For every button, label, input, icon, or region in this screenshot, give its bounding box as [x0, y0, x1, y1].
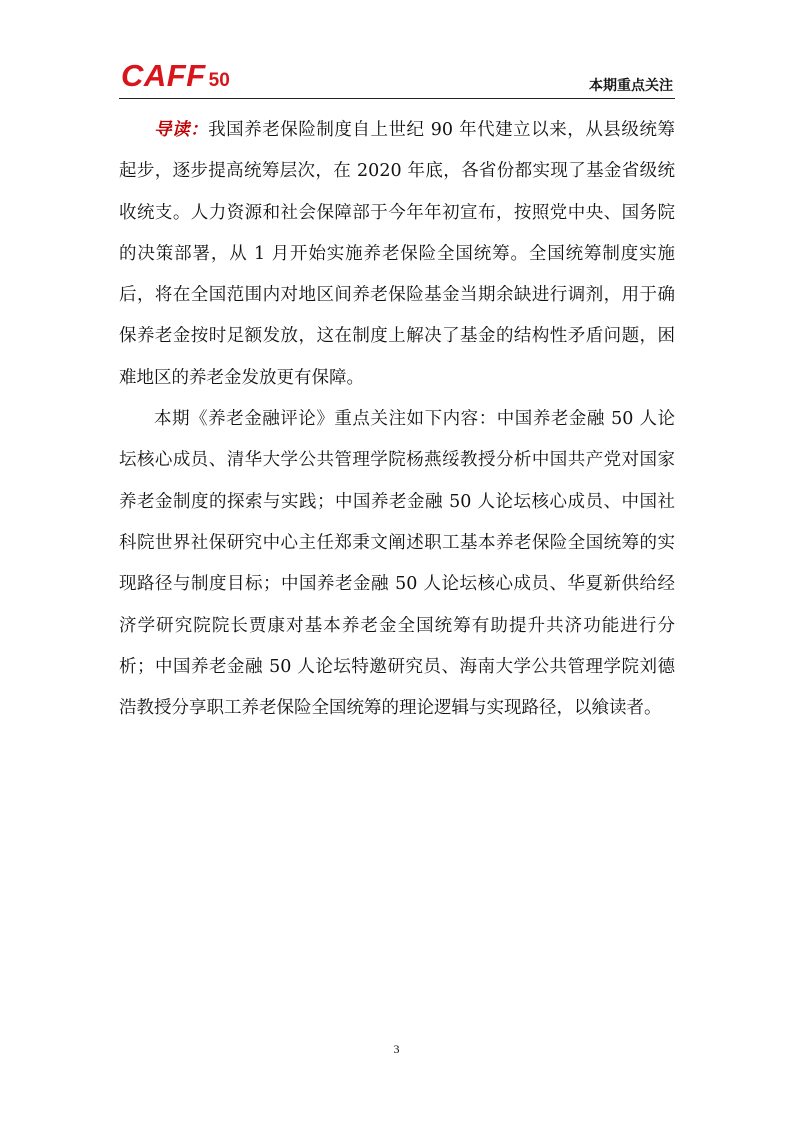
- page-number: 3: [393, 1042, 400, 1056]
- intro-text: 我国养老保险制度自上世纪 90 年代建立以来，从县级统筹起步，逐步提高统筹层次，在 2020 年底，各省份都实现了基金省级统收统支。人力资源和社会保障部于今年年初宣布，按照党中央、国务院的决策部署，从 1 月开始实施养老保险全国统筹。全国统筹制度实施后，将在全国范围内对地区间养老保险基金当期余缺进行调剂，用于确保养老金按时足额发放，这在制度上解决了基金的结构性矛盾问题，困难地区的养老金发放更有保障。: [119, 120, 675, 388]
- focus-paragraph: [119, 399, 675, 729]
- intro-paragraph: [119, 110, 675, 399]
- focus-text: 本期《养老金融评论》重点关注如下内容：中国养老金融 50 人论坛核心成员、清华大学公共管理学院杨燕绥教授分析中国共产党对国家养老金制度的探索与实践；中国养老金融 50 人论坛核心成员、中国社科院世界社保研究中心主任郑秉文阐述职工基本养老保险全国统筹的实现路径与制度目标；中国养老金融 50 人论坛核心成员、华夏新供给经济学研究院院长贾康对基本养老金全国统筹有助提升共济功能进行分析；中国养老金融 50 人论坛特邀研究员、海南大学公共管理学院刘德浩教授分享职工养老保险全国统筹的理论逻辑与实现路径，以飨读者。: [119, 409, 675, 719]
- lead-label: 导读：: [154, 120, 209, 140]
- caff50-logo: [121, 58, 230, 94]
- logo-number: 50: [208, 70, 230, 91]
- logo-text: CAFF: [121, 58, 206, 93]
- article-body: [119, 110, 675, 729]
- page-header: [119, 58, 675, 99]
- section-label: 本期重点关注: [589, 78, 673, 94]
